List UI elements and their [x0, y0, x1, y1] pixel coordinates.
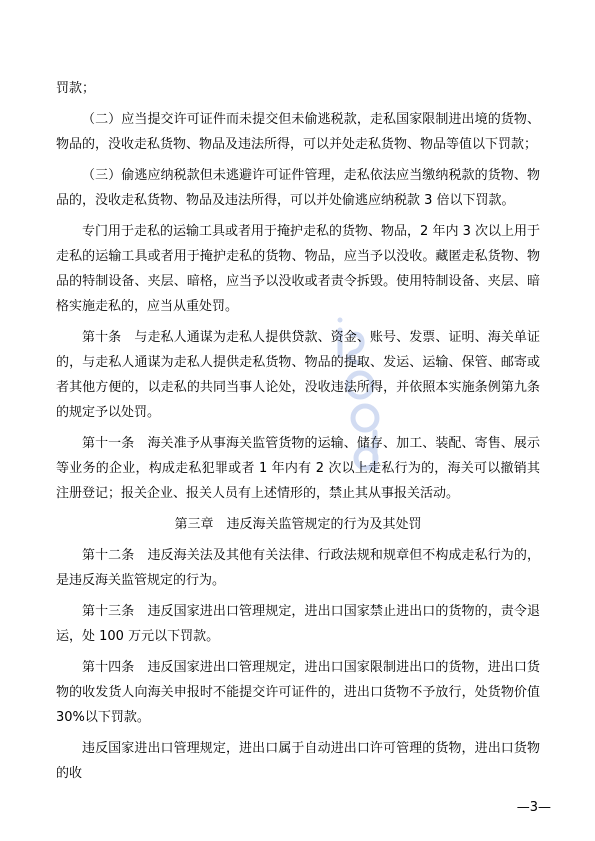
document-body — [56, 76, 540, 792]
paragraph-item-three: （三）偷逃应纳税款但未逃避许可证件管理，走私依法应当缴纳税款的货物、物品的，没收走私货物、物品及违法所得，可以并处偷逃应纳税款 3 倍以下罚款。 — [56, 168, 540, 208]
paragraph-article-14-continued: 违反国家进出口管理规定，进出口属于自动进出口许可管理的货物，进出口货物的收 — [56, 741, 540, 781]
chapter-heading: 第三章 违反海关监管规定的行为及其处罚 — [174, 517, 422, 532]
paragraph-smuggling-vehicles: 专门用于走私的运输工具或者用于掩护走私的货物、物品，2 年内 3 次以上用于走私的运输工具或者用于掩护走私的货物、物品，应当予以没收。藏匿走私货物、物品的特制设备、夹层、暗格，应当予以没收或者责令拆毁。使用特制设备、夹层、暗格实施走私的，应当从重处罚。 — [56, 224, 540, 314]
page-number: —3— — [516, 800, 551, 815]
paragraph-item-two: （二）应当提交许可证件而未提交但未偷逃税款，走私国家限制进出境的货物、物品的，没收走私货物、物品及违法所得，可以并处走私货物、物品等值以下罚款； — [56, 112, 540, 152]
paragraph-continuation: 罚款； — [56, 81, 96, 96]
paragraph-article-13: 第十三条 违反国家进出口管理规定，进出口国家禁止进出口的货物的，责令退运，处 100 万元以下罚款。 — [56, 604, 540, 644]
paragraph-article-12: 第十二条 违反海关法及其他有关法律、行政法规和规章但不构成走私行为的，是违反海关监管规定的行为。 — [56, 548, 540, 588]
paragraph-article-11: 第十一条 海关准予从事海关监管货物的运输、储存、加工、装配、寄售、展示等业务的企业，构成走私犯罪或者 1 年内有 2 次以上走私行为的，海关可以撤销其注册登记；报关企业、报关人员有上述情形的，禁止其从事报关活动。 — [56, 436, 540, 501]
paragraph-article-10: 第十条 与走私人通谋为走私人提供贷款、资金、账号、发票、证明、海关单证的，与走私人通谋为走私人提供走私货物、物品的提取、发运、运输、保管、邮寄或者其他方便的，以走私的共同当事人论处，没收违法所得，并依照本实施条例第九条的规定予以处罚。 — [56, 330, 540, 420]
paragraph-article-14: 第十四条 违反国家进出口管理规定，进出口国家限制进出口的货物，进出口货物的收发货人向海关申报时不能提交许可证件的，进出口货物不予放行，处货物价值 30%以下罚款。 — [56, 660, 540, 725]
